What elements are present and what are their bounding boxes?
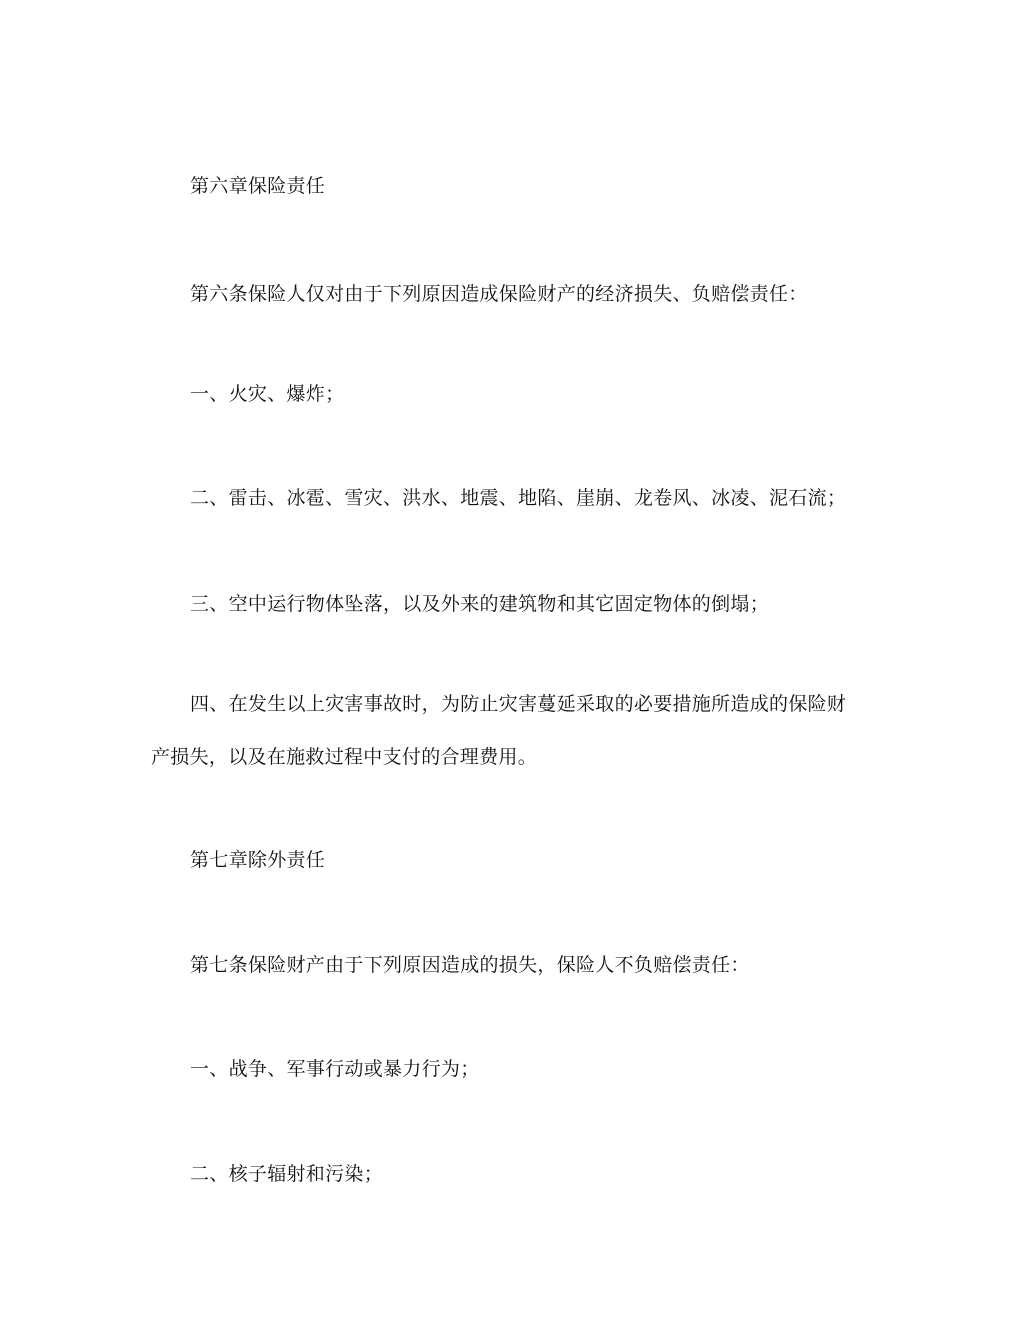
article-6-item-4-line-1: 四、在发生以上灾害事故时，为防止灾害蔓延采取的必要措施所造成的保险财 <box>190 693 847 715</box>
article-7-text: 第七条保险财产由于下列原因造成的损失，保险人不负赔偿责任： <box>190 954 750 976</box>
article-6-item-1: 一、火灾、爆炸； <box>190 383 345 405</box>
article-6-item-4-line-2: 产损失，以及在施救过程中支付的合理费用。 <box>151 746 538 768</box>
article-6-item-2: 二、雷击、冰雹、雪灾、洪水、地震、地陷、崖崩、龙卷风、冰凌、泥石流； <box>190 487 847 509</box>
article-6-text: 第六条保险人仅对由于下列原因造成保险财产的经济损失、负赔偿责任： <box>190 283 808 305</box>
chapter-6-heading: 第六章保险责任 <box>190 175 326 197</box>
article-7-item-2: 二、核子辐射和污染； <box>190 1163 384 1185</box>
article-7-item-1: 一、战争、军事行动或暴力行为； <box>190 1058 480 1080</box>
article-6-item-3: 三、空中运行物体坠落，以及外来的建筑物和其它固定物体的倒塌； <box>190 593 770 615</box>
chapter-7-heading: 第七章除外责任 <box>190 849 326 871</box>
